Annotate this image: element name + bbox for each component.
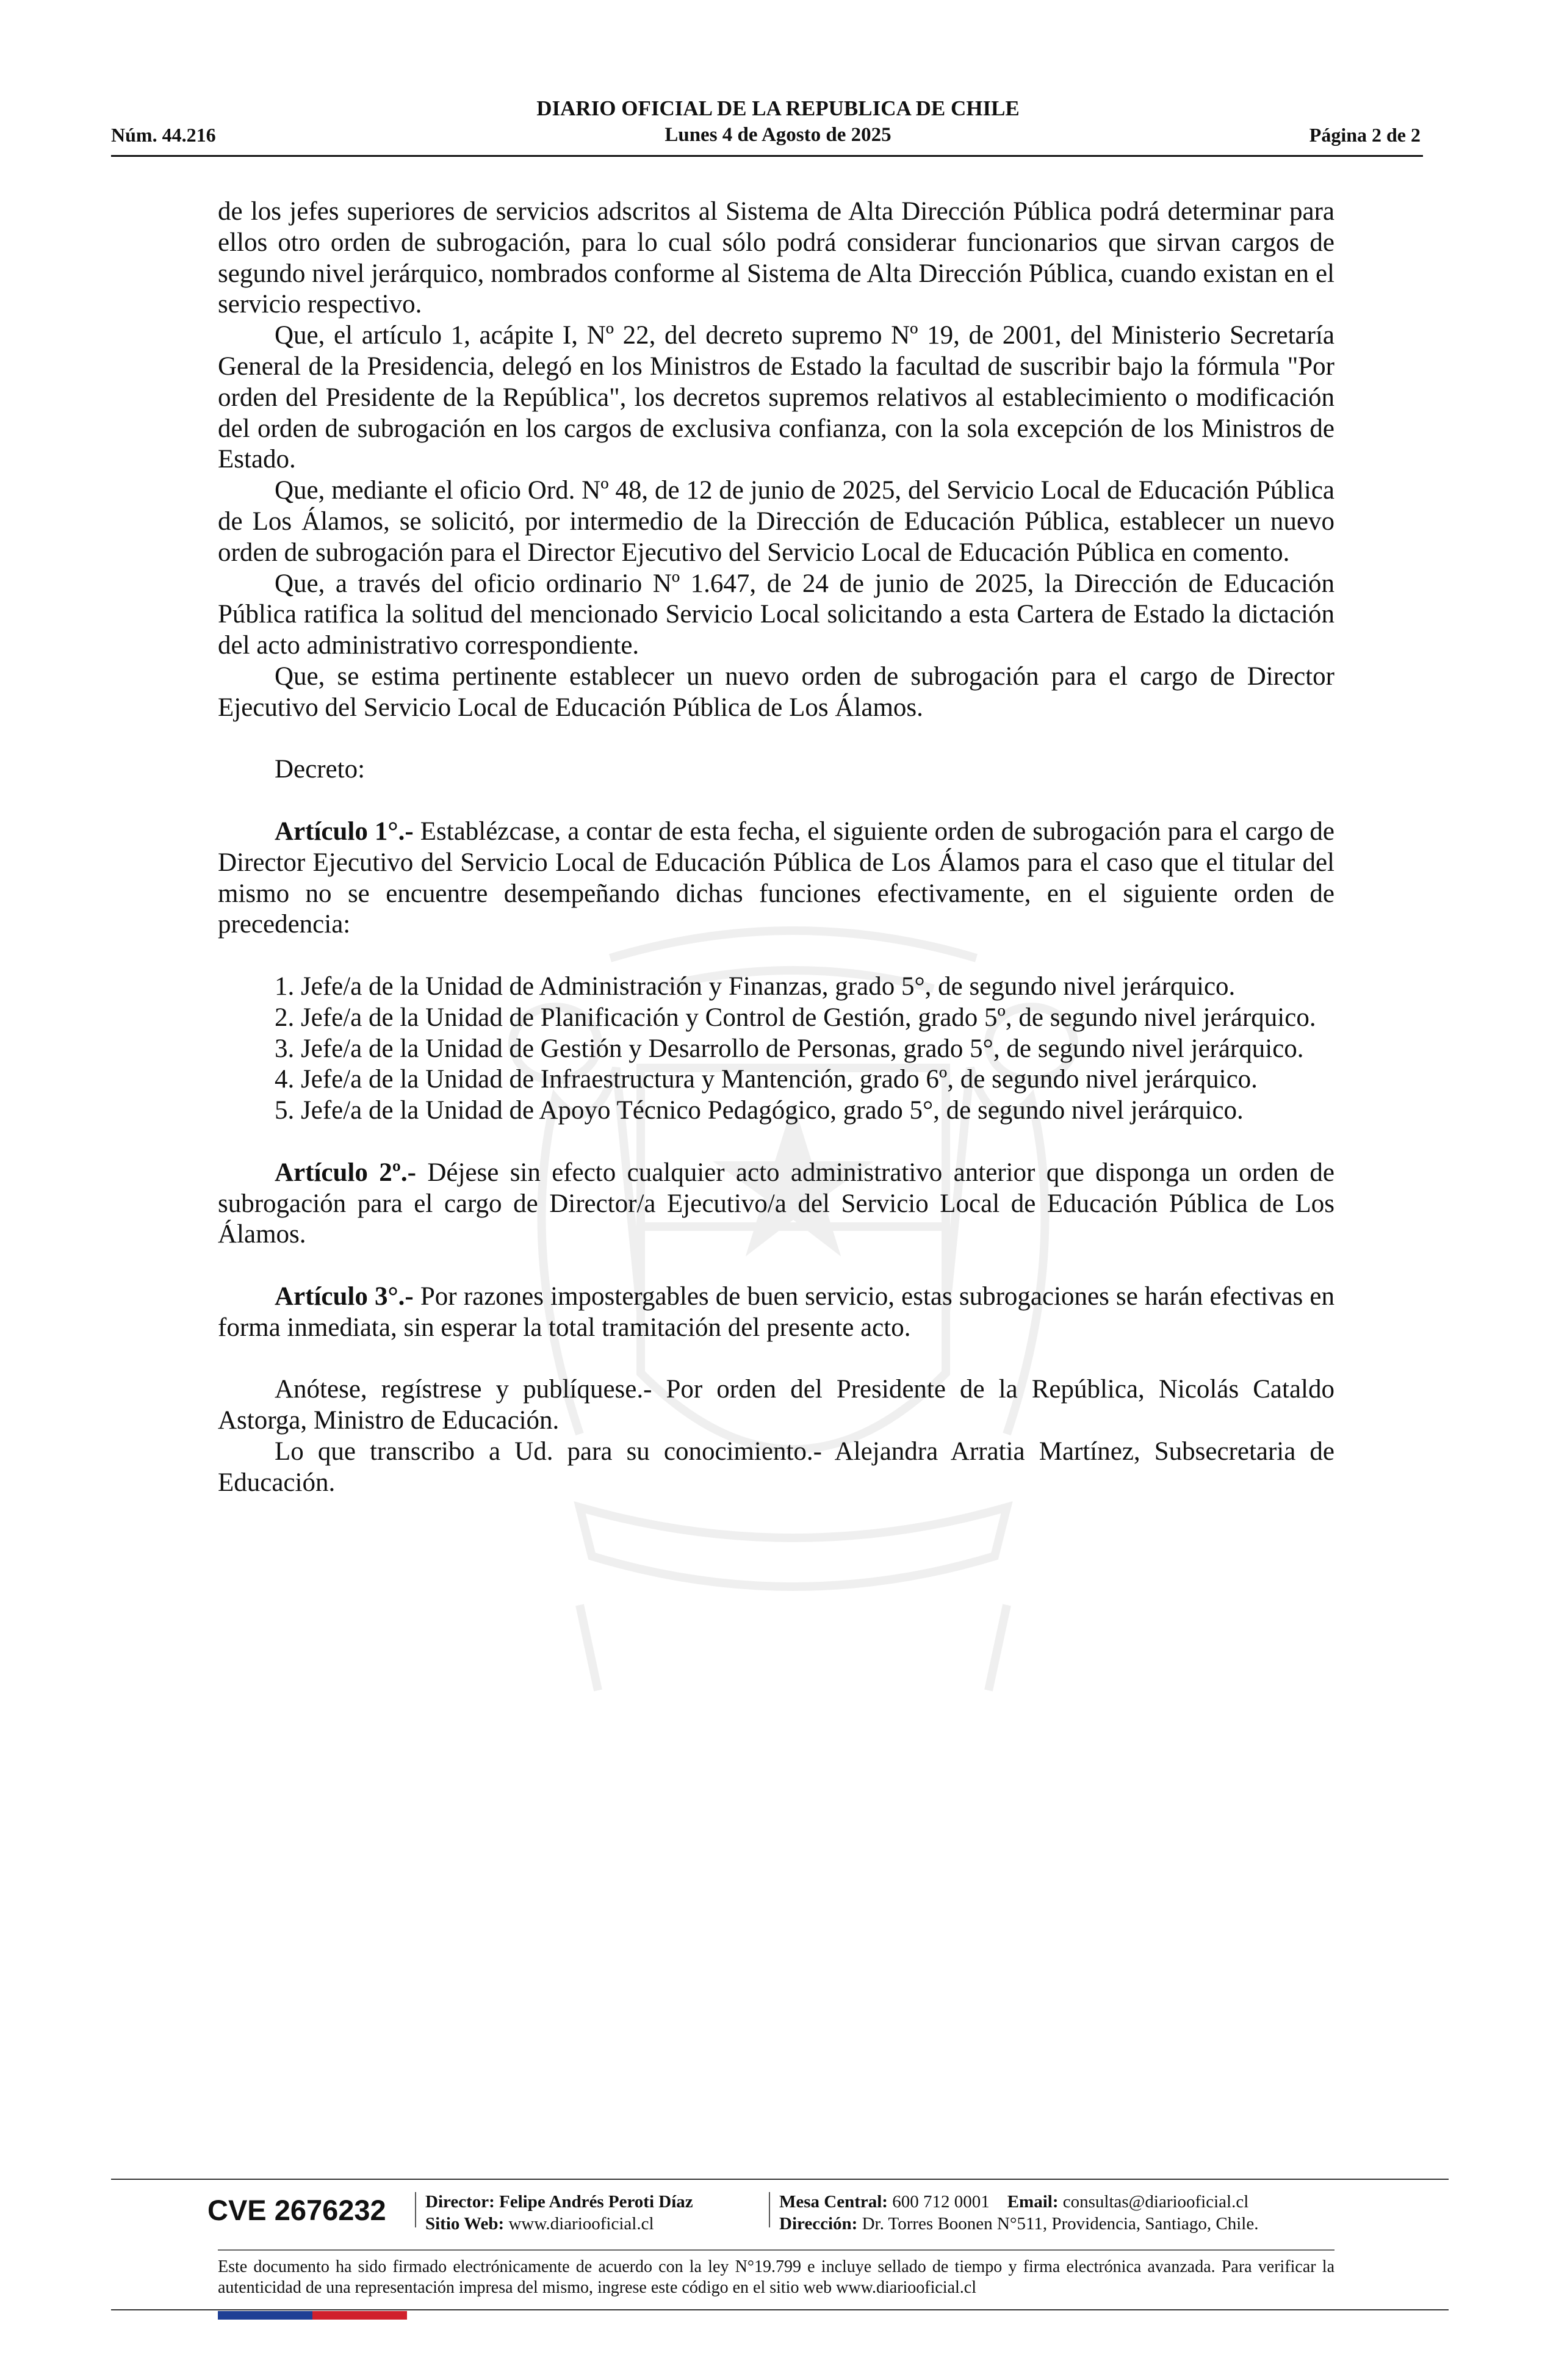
issue-date: Lunes 4 de Agosto de 2025 — [665, 124, 891, 146]
address-label: Dirección: — [779, 2214, 858, 2234]
flag-stripe-red — [312, 2311, 407, 2320]
electronic-signature-note: Este documento ha sido firmado electrónicamente de acuerdo con la ley N°19.799 e incluye sellado de tiempo y firma electrónica avanzada. Para verificar la autenticidad de una representación impresa del mismo, ingrese este código en el sitio web www.diariooficial.cl — [218, 2257, 1334, 2297]
list-item: 4. Jefe/a de la Unidad de Infraestructura y Mantención, grado 6º, de segundo nivel jerárquico. — [275, 1065, 1258, 1094]
paragraph: Que, a través del oficio ordinario Nº 1.647, de 24 de junio de 2025, la Dirección de Educación Pública ratifica la solitud del mencionado Servicio Local solicitando a esta Cartera de Estado la dictación del acto administrativo correspondiente. — [218, 569, 1334, 660]
email-label: Email: — [1007, 2192, 1059, 2212]
footer-separator — [769, 2192, 770, 2227]
document-body — [218, 197, 1334, 1498]
list-item: 3. Jefe/a de la Unidad de Gestión y Desarrollo de Personas, grado 5°, de segundo nivel jerárquico. — [275, 1034, 1304, 1063]
article-1-text: Establézcase, a contar de esta fecha, el siguiente orden de subrogación para el cargo de Director Ejecutivo del Servicio Local de Educación Pública de Los Álamos para el caso que el titular del mismo no se encuentre desempeñando dichas funciones efectivamente, en el siguiente orden de precedencia: — [218, 817, 1335, 939]
mesa-label: Mesa Central: — [779, 2192, 888, 2212]
closing-paragraph: Lo que transcribo a Ud. para su conocimiento.- Alejandra Arratia Martínez, Subsecretaria de Educación. — [218, 1437, 1334, 1497]
article-2-text: Déjese sin efecto cualquier acto administrativo anterior que disponga un orden de subrogación para el cargo de Director/a Ejecutivo/a del Servicio Local de Educación Pública de Los Álamos. — [218, 1158, 1334, 1249]
paragraph: Que, se estima pertinente establecer un nuevo orden de subrogación para el cargo de Director Ejecutivo del Servicio Local de Educación Pública de Los Álamos. — [218, 662, 1334, 722]
site-label: Sitio Web: — [425, 2214, 505, 2234]
issue-number: Núm. 44.216 — [111, 124, 216, 146]
newspaper-title: DIARIO OFICIAL DE LA REPUBLICA DE CHILE — [536, 96, 1020, 120]
flag-stripe-blue — [218, 2311, 312, 2320]
footer-separator — [415, 2192, 416, 2227]
footer-divider-mid — [218, 2249, 1334, 2251]
paragraph: Que, el artículo 1, acápite I, Nº 22, del decreto supremo Nº 19, de 2001, del Ministerio Secretaría General de la Presidencia, delegó en los Ministros de Estado la facultad de suscribir bajo la fórmula "Por orden del Presidente de la República", los decretos supremos relativos al establecimiento o modificación del orden de subrogación en los cargos de exclusiva confianza, con la sola excepción de los Ministros de Estado. — [218, 321, 1334, 474]
cve-code: CVE 2676232 — [207, 2194, 386, 2226]
article-3-text: Por razones impostergables de buen servicio, estas subrogaciones se harán efectivas en forma inmediata, sin esperar la total tramitación del presente acto. — [218, 1282, 1334, 1342]
mesa-value: 600 712 0001 — [892, 2192, 990, 2212]
footer-divider-top — [111, 2179, 1449, 2180]
email-link[interactable]: consultas@diariooficial.cl — [1062, 2192, 1249, 2212]
paragraph: Que, mediante el oficio Ord. Nº 48, de 12 de junio de 2025, del Servicio Local de Educación Pública de Los Álamos, se solicitó, por intermedio de la Dirección de Educación Pública, establecer un nuevo orden de subrogación para el Director Ejecutivo del Servicio Local de Educación Pública en comento. — [218, 476, 1334, 567]
article-1 — [218, 817, 1334, 940]
director-label: Director: — [425, 2192, 495, 2212]
list-item: 5. Jefe/a de la Unidad de Apoyo Técnico Pedagógico, grado 5°, de segundo nivel jerárquico. — [275, 1096, 1244, 1125]
closing-paragraph: Anótese, regístrese y publíquese.- Por orden del Presidente de la República, Nicolás Cataldo Astorga, Ministro de Educación. — [218, 1375, 1334, 1435]
footer-director-block — [425, 2191, 693, 2235]
paragraph: de los jefes superiores de servicios adscritos al Sistema de Alta Dirección Pública podrá determinar para ellos otro orden de subrogación, para lo cual sólo podrá considerar funcionarios que sirvan cargos de segundo nivel jerárquico, nombrados conforme al Sistema de Alta Dirección Pública, cuando existan en el servicio respectivo. — [218, 197, 1334, 319]
list-item: 2. Jefe/a de la Unidad de Planificación y Control de Gestión, grado 5º, de segundo nivel jerárquico. — [275, 1003, 1316, 1032]
article-1-label: Artículo 1°.- — [275, 817, 414, 846]
article-3-label: Artículo 3°.- — [275, 1282, 414, 1311]
page-indicator: Página 2 de 2 — [1309, 124, 1421, 146]
list-item: 1. Jefe/a de la Unidad de Administración y Finanzas, grado 5°, de segundo nivel jerárquico. — [275, 972, 1236, 1001]
site-link[interactable]: www.diariooficial.cl — [508, 2214, 654, 2234]
director-name: Felipe Andrés Peroti Díaz — [499, 2192, 693, 2212]
article-2 — [218, 1158, 1334, 1250]
article-3 — [218, 1282, 1334, 1344]
header-divider — [111, 155, 1423, 157]
footer-divider-bottom — [111, 2309, 1449, 2310]
decreto-heading: Decreto: — [275, 755, 366, 784]
footer-contact-block — [779, 2191, 1258, 2235]
article-2-label: Artículo 2º.- — [275, 1158, 416, 1187]
address-value: Dr. Torres Boonen N°511, Providencia, Santiago, Chile. — [862, 2214, 1259, 2234]
